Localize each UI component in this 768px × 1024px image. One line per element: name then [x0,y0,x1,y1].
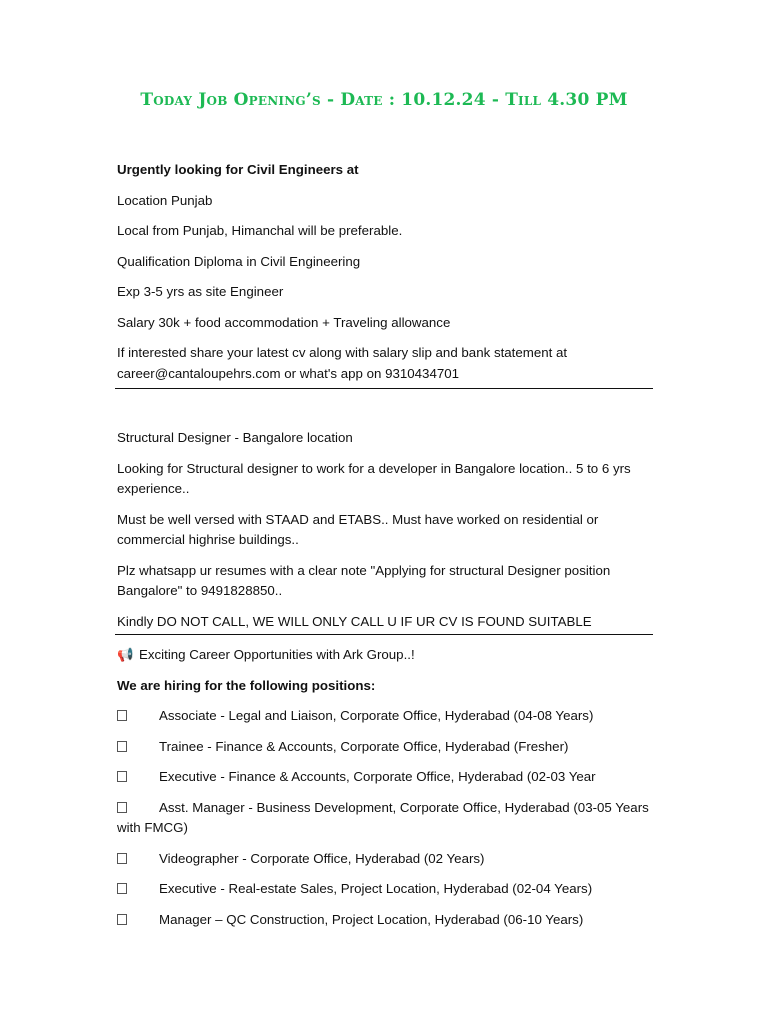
missing-glyph-icon [117,741,127,752]
structural-designer-description: Looking for Structural designer to work for a developer in Bangalore location.. 5 to 6 yrs experience.. [117,460,631,496]
missing-glyph-icon [117,710,127,721]
qualification-line: Qualification Diploma in Civil Engineering [117,253,361,269]
position-item [117,910,651,931]
page-title: Today Job Opening’s - Date : 10.12.24 - Till 4.30 PM [140,90,628,110]
missing-glyph-icon [117,771,127,782]
position-label: Executive - Finance & Accounts, Corporate Office, Hyderabad (02-03 Year [159,769,596,784]
ark-group-posting [117,645,651,930]
megaphone-icon: 📢 [117,647,134,662]
structural-designer-posting [117,428,651,632]
structural-designer-apply: Plz whatsapp ur resumes with a clear note "Applying for structural Designer position Bangalore" to 9491828850.. [117,562,611,598]
structural-designer-title: Structural Designer - Bangalore location [117,430,353,445]
ark-group-intro: Exciting Career Opportunities with Ark Group..! [139,647,415,662]
location-line: Location Punjab [117,192,213,208]
position-item [117,798,651,839]
ark-group-intro-row [117,645,651,666]
hiring-subheading: We are hiring for the following positions: [117,677,376,693]
civil-engineer-posting [117,160,651,388]
position-item [117,737,651,758]
position-label: Trainee - Finance & Accounts, Corporate Office, Hyderabad (Fresher) [159,738,569,754]
position-item [117,706,651,727]
salary-line: Salary 30k + food accommodation + Traveling allowance [117,314,451,330]
civil-engineer-heading: Urgently looking for Civil Engineers at [117,162,359,177]
structural-designer-skills: Must be well versed with STAAD and ETABS.. Must have worked on residential or commercial highrise buildings.. [117,511,599,547]
position-label: Associate - Legal and Liaison, Corporate Office, Hyderabad (04-08 Years) [159,708,594,723]
missing-glyph-icon [117,914,127,925]
do-not-call-notice: Kindly DO NOT CALL, WE WILL ONLY CALL U IF UR CV IS FOUND SUITABLE [117,613,592,629]
position-label: Asst. Manager - Business Development, Corporate Office, Hyderabad (03-05 Years with FMCG) [117,799,649,835]
position-item [117,849,651,870]
document-body [117,160,651,940]
position-label: Videographer - Corporate Office, Hyderabad (02 Years) [159,850,485,866]
position-item [117,879,651,900]
missing-glyph-icon [117,853,127,864]
position-label: Manager – QC Construction, Project Location, Hyderabad (06-10 Years) [159,911,584,927]
missing-glyph-icon [117,802,127,813]
local-preference-line: Local from Punjab, Himanchal will be preferable. [117,223,403,238]
position-label: Executive - Real-estate Sales, Project Location, Hyderabad (02-04 Years) [159,881,593,896]
missing-glyph-icon [117,883,127,894]
experience-line: Exp 3-5 yrs as site Engineer [117,284,284,299]
position-item [117,767,651,788]
apply-instructions-line: If interested share your latest cv along with salary slip and bank statement at career@cantaloupehrs.com or what's app on 9310434701 [117,345,568,381]
